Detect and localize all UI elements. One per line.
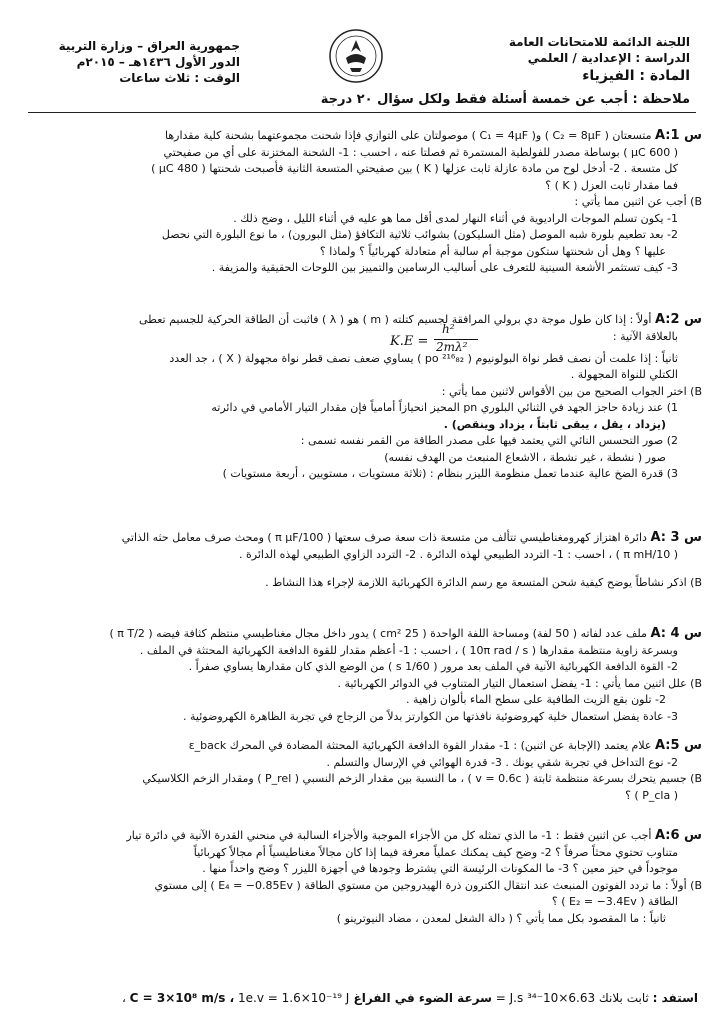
constants-label: استفد : xyxy=(652,991,698,1005)
electron-volt: 1e.v = 1.6×10⁻¹⁹ J ، xyxy=(121,991,350,1005)
q5-a-line1: علام يعتمد (الإجابة عن اثنين) : 1- مقدار القوة الدافعة الكهربائية المحتثة المضادة في المحرك ε_back xyxy=(188,739,652,752)
q2-b-heading: B) اختر الجواب الصحيح من بين الأقواس لاثنين مما يأتي : xyxy=(441,384,702,398)
speed-of-light: سرعة الضوء في الفراغ C = 3×10⁸ m/s ، xyxy=(129,991,492,1005)
republic-ministry: جمهورية العراق – وزارة التربية xyxy=(58,39,240,53)
q4-b-item2: 2- تلون بقع الزيت الطافية على سطح الماء بألوان زاهية . xyxy=(406,693,666,706)
q3-b: B) اذكر نشاطاً يوضح كيفية شحن المتسعة مع رسم الدائرة الكهربائية اللازمة لإجراء هذا النشاط . xyxy=(265,576,702,589)
question-3-label: س A: 3 xyxy=(650,530,702,545)
committee-name: اللجنة الدائمة للامتحانات العامة xyxy=(508,35,690,49)
q2-a-line2: بالعلاقة الآتية : xyxy=(612,329,678,343)
question-4 xyxy=(18,626,702,725)
q5-b-line2: ( P_cla ) ؟ xyxy=(625,788,678,802)
question-3 xyxy=(18,530,702,592)
q6-b-line3: ثانياً : ما المقصود بكل مما يأتي ؟ ( دالة الشغل لمعدن ، مضاد النيوترينو ) xyxy=(336,911,666,925)
header-ministry xyxy=(40,38,240,86)
q2-a-line1: أولاً : إذا كان طول موجة دي برولي المرافقة لجسيم كتلته ( m ) هو ( λ ) فاثبت أن الطاقة الحركية للجسيم تعطى xyxy=(139,313,652,326)
q1-b-item3: 3- كيف تستثمر الأشعة السينية للتعرف على أساليب الرسامين والتمييز بين اللوحات الحقيقية والمزيفة . xyxy=(211,261,678,274)
study-branch: الدراسة : الإعدادية / العلمي xyxy=(527,51,690,65)
q2-a-line3: ثانياً : إذا علمت أن نصف قطر نواة البولونيوم ( ²¹⁶₈₂ po ) يساوي ضعف نصف قطر نواة مجهولة ( X ) ، جد العدد xyxy=(169,351,678,365)
q1-b-heading: B) أجب عن اثنين مما يأتي : xyxy=(574,195,702,208)
formula-numerator: h² xyxy=(442,322,455,336)
q5-a-line2: 2- نوع التداخل في تجربة شقي يونك . 3- قدرة الهوائي في الإرسال والتسلم . xyxy=(326,755,678,769)
q4-b-heading: B) علل اثنين مما يأتي : 1- يفضل استعمال التيار المتناوب في الدوائر الكهربائية . xyxy=(337,676,702,690)
question-5 xyxy=(18,738,702,804)
q2-b-item3: 3) قدرة الضخ عالية عندما تعمل منظومة الليزر بنظام : (ثلاثة مستويات ، مستويين ، أربعة مستويات ) xyxy=(222,467,678,480)
q4-a-line1: ملف عدد لفاته ( 50 لفة) ومساحة اللفة الواحدة ( 25 cm² ) يدور داخل مجال مغناطيسي منتظم كثافة فيضه ( 2/π T ) xyxy=(109,627,647,640)
header-committee xyxy=(390,34,690,84)
header-divider xyxy=(28,112,696,113)
q6-a-line2: متناوب تحتوي محثاً صرفاً ؟ 2- وضح كيف يمكنك عملياً معرفة فيما إذا كان مجالاً مغناطيسياً أم مجالاً كهربائياً xyxy=(193,845,678,859)
q1-b-item2-cont: عليها ؟ وهل أن شحنتها ستكون موجبة أم سالبة أم متعادلة كهربائياً ؟ ولماذا ؟ xyxy=(319,244,666,258)
question-1-label: س A:1 xyxy=(654,128,702,143)
question-2-label: س A:2 xyxy=(654,312,702,327)
q3-a-line1: دائرة اهتزاز كهرومغناطيسي تتألف من متسعة ذات سعة صرف سعتها ( 100/π μF ) ومحث صرف معامل حثه الذاتي xyxy=(121,531,647,544)
q2-b-item2: 2) صور التحسس النائي التي يعتمد فيها على مصدر الطاقة من القمر نفسه تسمى : xyxy=(300,434,678,447)
q6-a-line3: موجوداً في حيز معين ؟ 3- ما المكونات الرئيسة التي يشترط وجودها في أجهزة الليزر ؟ وضح واحداً منها . xyxy=(202,862,678,875)
q2-b-item1: 1) عند زيادة حاجز الجهد في الثنائي البلوري pn المحيز انحيازاً أمامياً فإن مقدار التيار الأمامي في دائرته xyxy=(211,401,678,414)
ministry-seal-icon xyxy=(328,28,384,84)
q6-a-line1: أجب عن اثنين فقط : 1- ما الذي تمثله كل من الأجزاء الموجبة والأجزاء السالبة في منحني القدرة الآنية في دائرة تيار xyxy=(126,829,652,842)
q4-a-line2: وبسرعة زاوية منتظمة مقدارها ( 10π rad / s ) ، احسب : 1- أعظم مقدار للقوة الدافعة الكهربائية المحتثة في الملف . xyxy=(139,643,678,657)
q2-b-item1-options: (يزداد ، يقل ، يبقى ثابتاً ، يزداد وينقص) . xyxy=(443,417,666,431)
exam-note: ملاحظة : أجب عن خمسة أسئلة فقط ولكل سؤال ٢٠ درجة xyxy=(320,92,690,107)
q1-a-line2: ( 600 μC ) بوساطة مصدر للفولطية المستمرة ثم فصلتا عنه ، احسب : 1- الشحنة المختزنة على أي من صفيحتي xyxy=(163,145,678,159)
q1-a-line3: كل متسعة . 2- أدخل لوح من مادة عازلة ثابت عزلها ( K ) بين صفيحتي المتسعة الثانية فأصبحت شحنتها ( 480 μC ) xyxy=(151,162,678,175)
question-5-label: س A:5 xyxy=(654,738,702,753)
q6-b-line1: B) أولاً : ما تردد الفوتون المنبعث عند انتقال الكترون ذرة الهيدروجين من مستوي الطاقة ( E₄ = −0.85Ev ) إلى مستوي xyxy=(154,878,702,892)
question-6-label: س A:6 xyxy=(654,828,702,843)
q2-a-line4: الكتلي للنواة المجهولة . xyxy=(570,368,678,381)
q1-a-line4: فما مقدار ثابت العزل ( K ) ؟ xyxy=(545,178,678,192)
q1-a-line1: متسعتان ( C₂ = 8μF ) و( C₁ = 4μF ) موصولتان على التوازي فإذا شحنت مجموعتهما بشحنة كلية مقدارها xyxy=(165,129,652,142)
q2-b-item2-options: صور ( نشطة ، غير نشطة ، الاشعاع المنبعث من الهدف نفسه) xyxy=(384,450,666,464)
subject-label: المادة : الفيزياء xyxy=(582,68,690,84)
planck-constant: ثابت بلانك 6.63×10⁻³⁴ J.s = xyxy=(495,991,649,1005)
question-6 xyxy=(18,828,702,927)
exam-round: الدور الأول ١٤٣٦هـ – ٢٠١٥م xyxy=(76,55,240,69)
q3-a-line2: ( 10/π mH ) ، احسب : 1- التردد الطبيعي لهذه الدائرة . 2- التردد الزاوي الطبيعي لهذه الدائرة . xyxy=(239,547,678,561)
question-2 xyxy=(18,312,702,483)
q1-b-item1: 1- يكون تسلم الموجات الراديوية في أثناء النهار لمدى أقل مما هو عليه في أثناء الليل ، وضح ذلك . xyxy=(233,211,678,225)
q4-a-line3: 2- القوة الدافعة الكهربائية الآنية في الملف بعد مرور ( 1/60 s ) من الوضع الذي كان مقدارها يساوي صفراً . xyxy=(188,660,678,673)
q6-b-line2: الطاقة ( E₂ = −3.4Ev ) ؟ xyxy=(551,895,678,908)
question-1 xyxy=(18,128,702,277)
constants-footer xyxy=(28,990,698,1006)
q1-b-item2: 2- بعد تطعيم بلورة شبه الموصل (مثل السليكون) بشوائب ثلاثية التكافؤ (مثل البورون) ، ما نوع البلورة التي نحصل xyxy=(161,228,678,241)
question-4-label: س A: 4 xyxy=(650,626,702,641)
formula-denominator: 2mλ² xyxy=(436,340,468,354)
exam-time: الوقت : ثلاث ساعات xyxy=(119,71,240,85)
q5-b-line1: B) جسيم يتحرك بسرعة منتظمة ثابتة ( v = 0.6c ) ، ما النسبة بين مقدار الزخم النسبي ( P_rel ) ومقدار الزخم الكلاسيكي xyxy=(142,772,702,785)
q4-b-item3: 3- عادة يفضل استعمال خلية كهروضوئية نافذتها من الكوارتز بدلاً من الزجاج في تجربة الظاهرة الكهروضوئية . xyxy=(183,709,678,723)
formula-lhs: K.E = xyxy=(390,334,429,349)
